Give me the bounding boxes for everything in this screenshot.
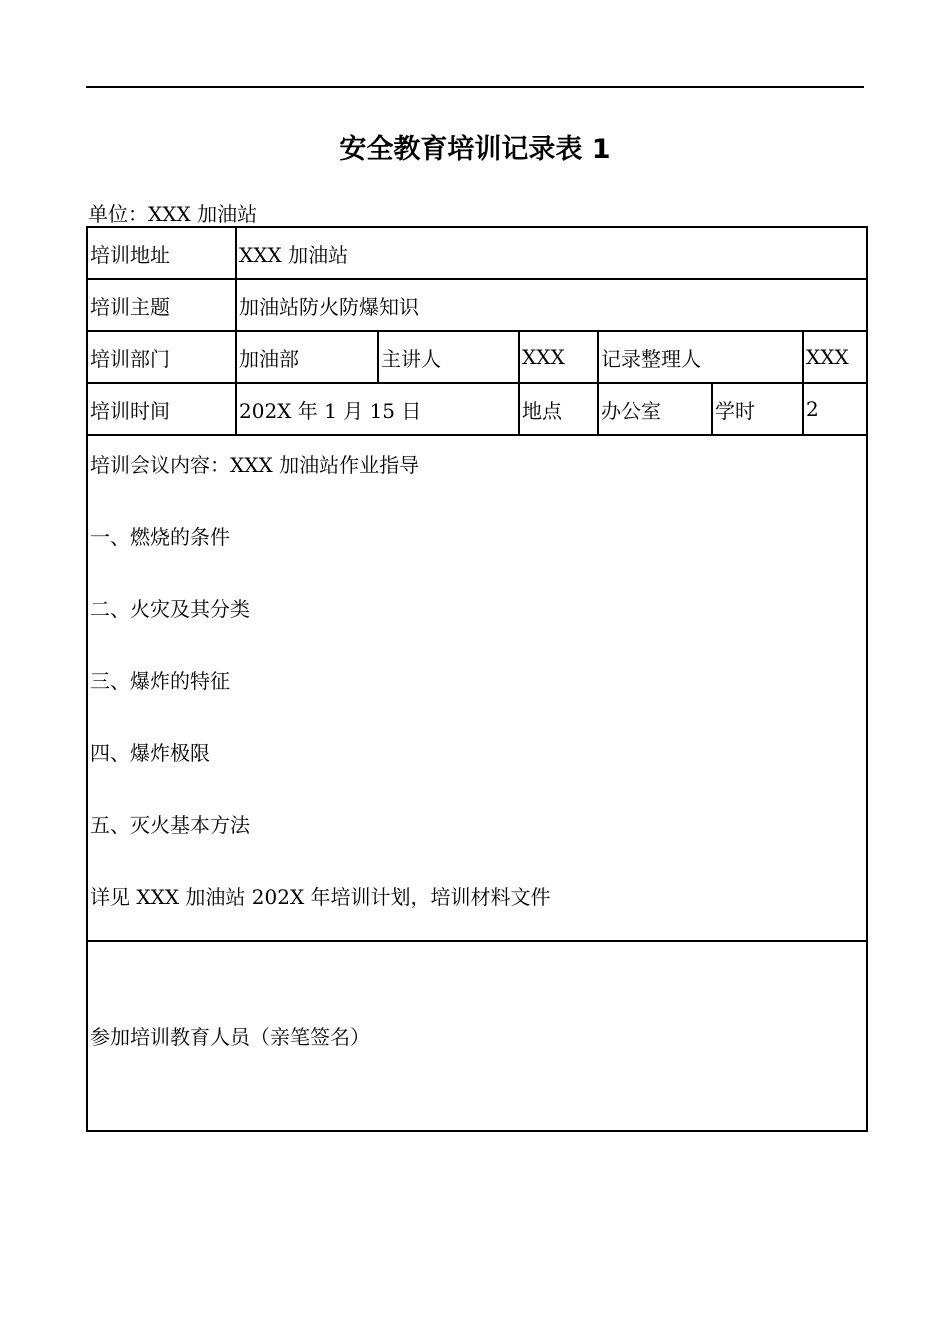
table-row-topic xyxy=(87,279,867,331)
topic-value: 加油站防火防爆知识 xyxy=(236,279,867,331)
department-label: 培训部门 xyxy=(87,331,236,383)
recorder-label: 记录整理人 xyxy=(598,331,803,383)
content-item: 三、爆炸的特征 xyxy=(90,669,230,693)
table-row-address xyxy=(87,227,867,279)
address-label: 培训地址 xyxy=(87,227,236,279)
topic-label: 培训主题 xyxy=(87,279,236,331)
speaker-value: XXX xyxy=(519,331,598,383)
content-item: 四、爆炸极限 xyxy=(90,741,210,765)
table-row-content xyxy=(87,435,867,941)
header-rule xyxy=(86,86,864,88)
unit-line: 单位：XXX 加油站 xyxy=(88,202,258,226)
signature-label: 参加培训教育人员（亲笔签名） xyxy=(90,1025,370,1049)
training-record-table xyxy=(86,226,868,1132)
table-row-department xyxy=(87,331,867,383)
speaker-label: 主讲人 xyxy=(378,331,519,383)
department-value: 加油部 xyxy=(236,331,378,383)
document-title: 安全教育培训记录表 1 xyxy=(339,134,611,165)
address-value: XXX 加油站 xyxy=(236,227,867,279)
content-heading: 培训会议内容：XXX 加油站作业指导 xyxy=(90,453,420,477)
time-value: 202X 年 1 月 15 日 xyxy=(236,383,519,435)
content-item: 一、燃烧的条件 xyxy=(90,525,230,549)
content-note: 详见 XXX 加油站 202X 年培训计划，培训材料文件 xyxy=(90,885,551,909)
place-value: 办公室 xyxy=(598,383,712,435)
table-row-time xyxy=(87,383,867,435)
place-label: 地点 xyxy=(519,383,598,435)
signature-cell xyxy=(87,941,867,1131)
time-label: 培训时间 xyxy=(87,383,236,435)
hours-label: 学时 xyxy=(712,383,803,435)
content-item: 二、火灾及其分类 xyxy=(90,597,250,621)
recorder-value: XXX xyxy=(803,331,867,383)
table-row-signature xyxy=(87,941,867,1131)
content-item: 五、灭火基本方法 xyxy=(90,813,250,837)
content-cell xyxy=(87,435,867,941)
hours-value: 2 xyxy=(803,383,867,435)
